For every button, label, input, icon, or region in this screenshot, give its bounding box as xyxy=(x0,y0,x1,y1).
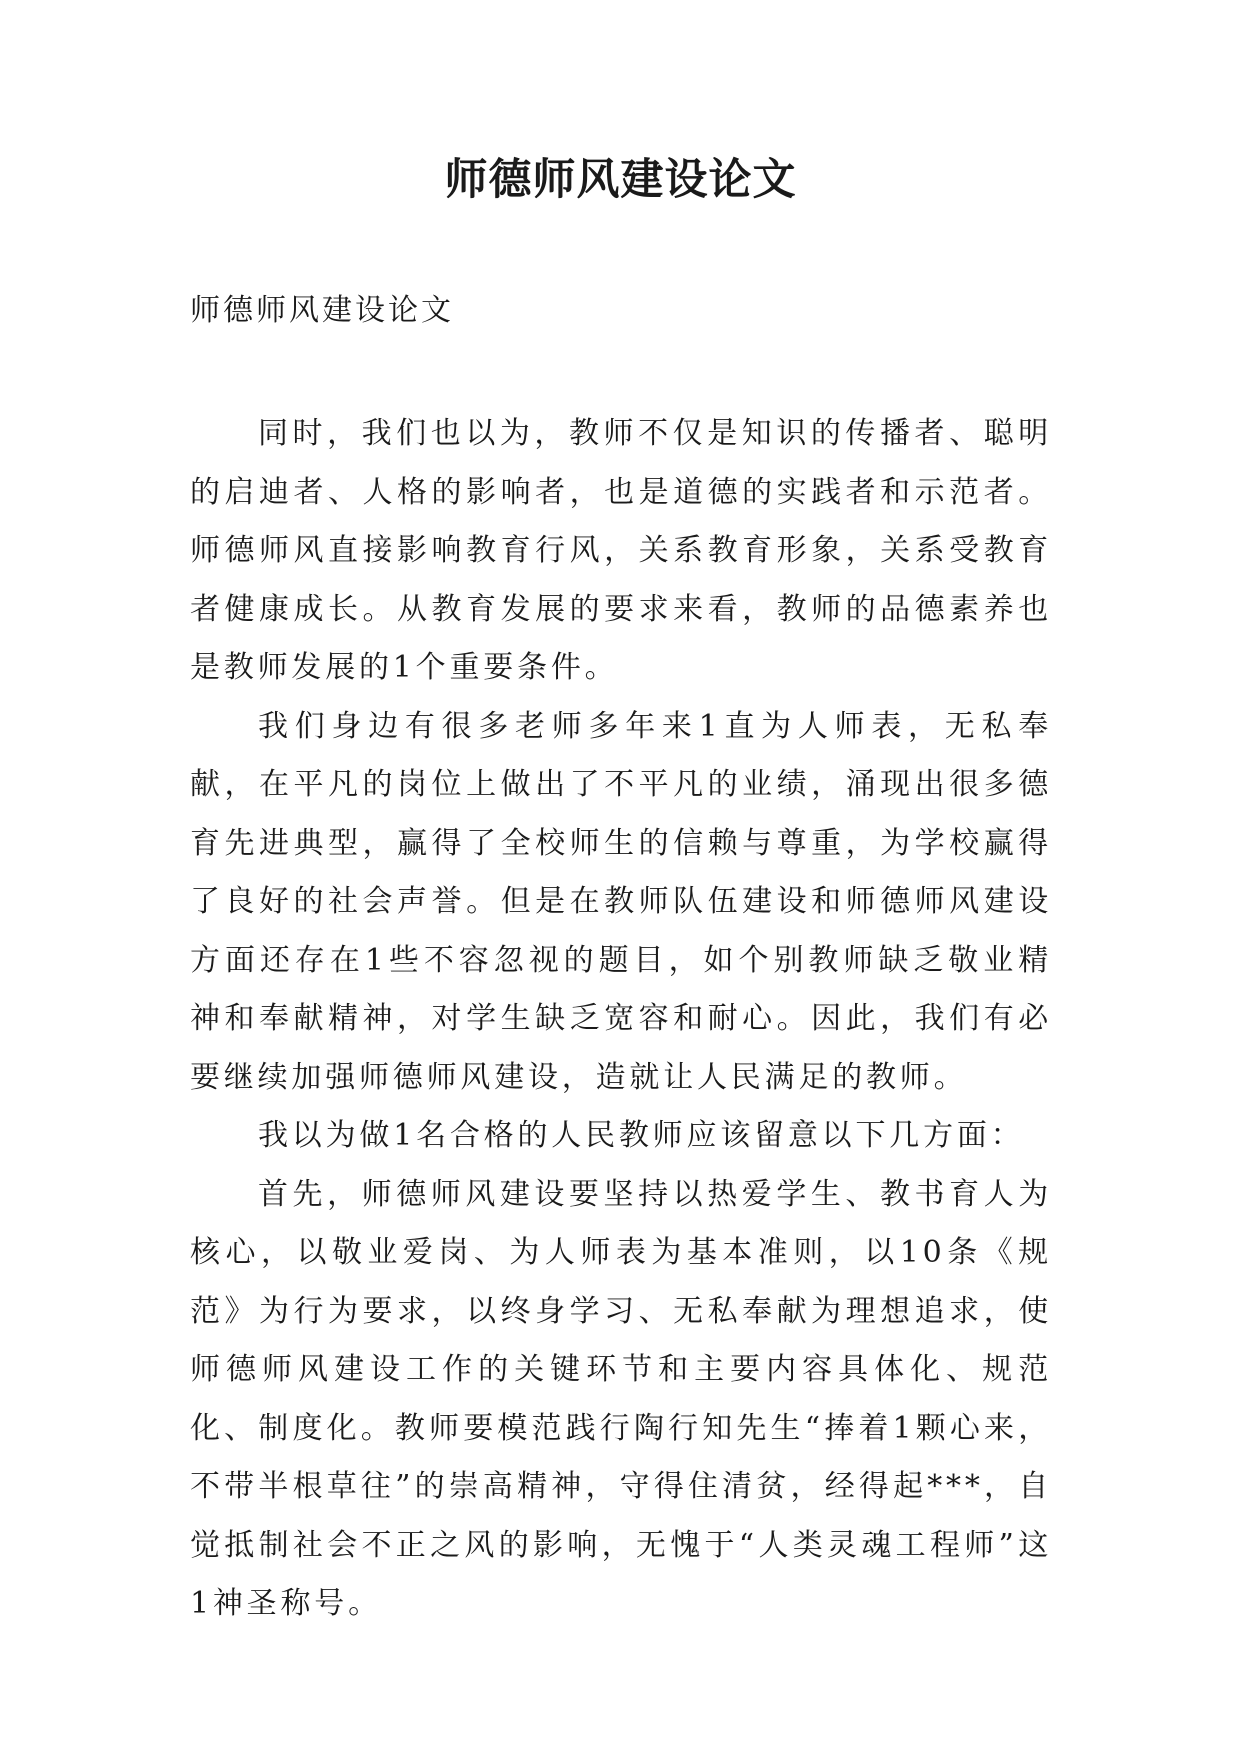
paragraph: 首先，师德师风建设要坚持以热爱学生、教书育人为核心，以敬业爱岗、为人师表为基本准则，以10条《规范》为行为要求，以终身学习、无私奉献为理想追求，使师德师风建设工作的关键环节和主要内容具体化、规范化、制度化。教师要模范践行陶行知先生“捧着1颗心来，不带半根草往”的崇高精神，守得住清贫，经得起***，自觉抵制社会不正之风的影响，无愧于“人类灵魂工程师”这1神圣称号。 xyxy=(190,1176,1052,1621)
document-title: 师德师风建设论文 xyxy=(444,155,797,205)
document-body xyxy=(190,405,1052,1634)
paragraph: 我以为做1名合格的人民教师应该留意以下几方面： xyxy=(258,1118,1025,1153)
document-subtitle: 师德师风建设论文 xyxy=(190,293,454,328)
paragraph: 我们身边有很多老师多年来1直为人师表，无私奉献，在平凡的岗位上做出了不平凡的业绩，涌现出很多德育先进典型，赢得了全校师生的信赖与尊重，为学校赢得了良好的社会声誉。但是在教师队伍建设和师德师风建设方面还存在1些不容忽视的题目，如个别教师缺乏敬业精神和奉献精神，对学生缺乏宽容和耐心。因此，我们有必要继续加强师德师风建设，造就让人民满足的教师。 xyxy=(190,708,1052,1095)
paragraph: 同时，我们也以为，教师不仅是知识的传播者、聪明的启迪者、人格的影响者，也是道德的实践者和示范者。师德师风直接影响教育行风，关系教育形象，关系受教育者健康成长。从教育发展的要求来看，教师的品德素养也是教师发展的1个重要条件。 xyxy=(190,416,1052,685)
